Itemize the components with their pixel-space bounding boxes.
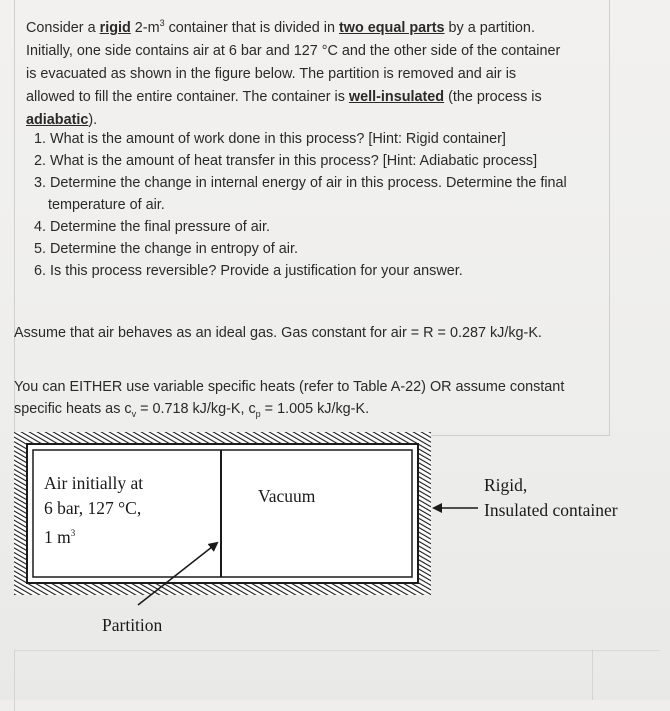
insulation-left <box>14 444 27 583</box>
two-equal-parts-emphasis: two equal parts <box>338 19 445 36</box>
well-insulated-emphasis: well-insulated <box>348 88 445 105</box>
cubic-superscript: 3 <box>159 18 165 28</box>
question-item: 2. What is the amount of heat transfer in this process? [Hint: Adiabatic process] <box>34 153 538 169</box>
adiabatic-emphasis: adiabatic <box>26 111 89 128</box>
air-label-line2: 6 bar, 127 °C, <box>44 498 142 518</box>
container-label-line1: Rigid, <box>484 475 528 495</box>
question-item: 1. What is the amount of work done in this process? [Hint: Rigid container] <box>34 131 506 147</box>
heats-text-a: You can EITHER use variable specific heats (refer to Table A-22) OR assume constant specific heats as c <box>14 379 565 417</box>
ideal-gas-assumption: Assume that air behaves as an ideal gas. Gas constant for air = R = 0.287 kJ/kg-K. <box>14 325 542 341</box>
cv-subscript: v <box>131 408 137 419</box>
intro-text-6: ). <box>88 111 98 128</box>
question-item: 5. Determine the change in entropy of air. <box>34 241 298 257</box>
intro-text-3: container that is divided in <box>164 19 339 36</box>
question-item: 6. Is this process reversible? Provide a justification for your answer. <box>34 263 463 279</box>
answer-frame <box>14 650 660 711</box>
intro-text-2: 2-m <box>130 19 160 36</box>
air-volume: 1 m <box>44 526 71 547</box>
insulation-bottom <box>14 583 431 595</box>
rigid-emphasis: rigid <box>99 19 131 36</box>
heats-text-b: = 0.718 kJ/kg-K, c <box>136 401 256 417</box>
air-label-line1: Air initially at <box>44 473 144 493</box>
question-item: 3. Determine the change in internal energy of air in this process. Determine the final temperature of air. <box>34 175 567 213</box>
vacuum-label: Vacuum <box>258 486 316 506</box>
air-label <box>44 471 143 550</box>
intro-text-1: Consider a <box>26 19 100 36</box>
partition-label: Partition <box>102 615 163 635</box>
heats-text-c: = 1.005 kJ/kg-K. <box>260 401 370 417</box>
container-label-line2: Insulated container <box>484 500 618 520</box>
intro-text-5: (the process is <box>444 88 542 105</box>
air-label-line3 <box>44 521 143 550</box>
insulation-top <box>14 432 431 444</box>
cp-subscript: p <box>255 408 261 419</box>
air-volume-superscript: 3 <box>70 528 76 538</box>
container-label <box>484 473 618 523</box>
insulation-right <box>418 444 431 583</box>
intro-text-4: by a partition. Initially, one side contains air at 6 bar and 127 °C and the other side of the container is evacuated as shown in the figure below. The partition is removed and air is allowed to fill the entire container. The container is <box>26 19 561 105</box>
question-item: 4. Determine the final pressure of air. <box>34 219 270 235</box>
answer-frame-divider <box>592 650 593 700</box>
